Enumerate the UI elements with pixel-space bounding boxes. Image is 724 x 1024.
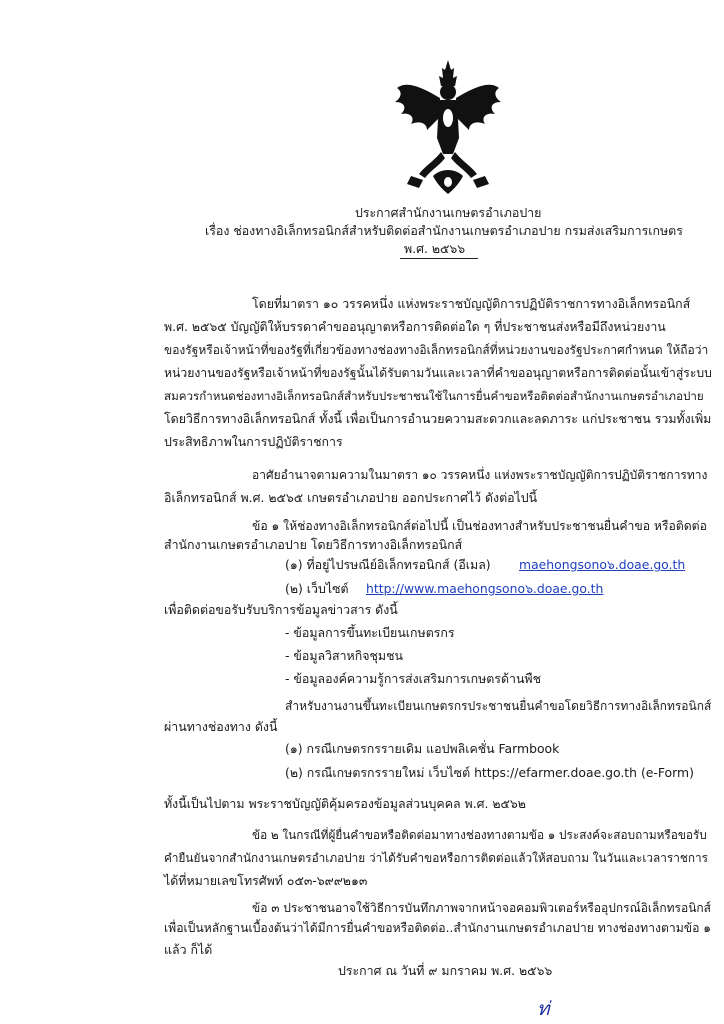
paragraph-line: อาศัยอำนาจตามความในมาตรา ๑๐ วรรคหนึ่ง แห่งพระราชบัญญัติการปฏิบัติราชการทาง: [252, 468, 708, 482]
paragraph-line: แล้ว ก็ได้: [164, 942, 213, 957]
paragraph-line: โดยที่มาตรา ๑๐ วรรคหนึ่ง แห่งพระราชบัญญัติการปฏิบัติราชการทางอิเล็กทรอนิกส์: [252, 296, 691, 311]
paragraph-line: เพื่อเป็นหลักฐานเบื้องต้นว่าได้มีการยื่นคำขอหรือติดต่อ..สำนักงานเกษตรอำเภอปาย ทางช่องทางตามข้อ ๑: [164, 921, 712, 935]
paragraph-line: สำหรับงานงานขึ้นทะเบียนเกษตรกรประชาชนยื่นคำขอโดยวิธีการทางอิเล็กทรอนิกส์: [285, 699, 712, 713]
list-item: - ข้อมูลวิสาหกิจชุมชน: [285, 648, 403, 663]
email-link[interactable]: maehongsono๖.doae.go.th: [519, 557, 686, 572]
announcement-year: พ.ศ. ๒๕๖๖: [404, 241, 466, 256]
announcement-subject: เรื่อง ช่องทางอิเล็กทรอนิกส์สำหรับติดต่อสำนักงานเกษตรอำเภอปาย กรมส่งเสริมการเกษตร: [205, 223, 683, 238]
announcement-title: ประกาศสำนักงานเกษตรอำเภอปาย: [355, 205, 542, 220]
email-label: (๑) ที่อยู่ไปรษณีย์อิเล็กทรอนิกส์ (อีเมล): [285, 557, 491, 572]
list-item: - ข้อมูลการขึ้นทะเบียนเกษตรกร: [285, 625, 455, 640]
website-link[interactable]: http://www.maehongsono๖.doae.go.th: [366, 581, 604, 596]
paragraph-line: ผ่านทางช่องทาง ดังนี้: [164, 719, 278, 734]
paragraph-line: โดยวิธีการทางอิเล็กทรอนิกส์ ทั้งนี้ เพื่อเป็นการอำนวยความสะดวกและลดภาระ แก่ประชาชน รวมทั้งเพิ่ม: [164, 411, 712, 426]
paragraph-line: ข้อ ๑ ให้ช่องทางอิเล็กทรอนิกส์ต่อไปนี้ เป็นช่องทางสำหรับประชาชนยื่นคำขอ หรือติดต่อ: [252, 519, 707, 533]
paragraph-line: คำยืนยันจากสำนักงานเกษตรอำเภอปาย ว่าได้รับคำขอหรือการติดต่อแล้วให้สอบถาม ในวันและเวลาราชการ: [164, 851, 708, 865]
title-divider: [400, 258, 478, 259]
pdpa-line: ทั้งนี้เป็นไปตาม พระราชบัญญัติคุ้มครองข้อมูลส่วนบุคคล พ.ศ. ๒๕๖๒: [164, 796, 526, 811]
paragraph-line: ของรัฐหรือเจ้าหน้าที่ของรัฐที่เกี่ยวข้องทางช่องทางอิเล็กทรอนิกส์ที่หน่วยงานของรัฐประกาศกำหนด ให้ถือว่า: [164, 343, 709, 357]
paragraph-line: หน่วยงานของรัฐหรือเจ้าหน้าที่ของรัฐนั้นได้รับตามวันและเวลาที่คำขออนุญาตหรือการติดต่อนั้นเข้าสู่ระบบ: [164, 366, 712, 380]
paragraph-line: ได้ที่หมายเลขโทรศัพท์ ๐๕๓-๖๙๙๒๑๓: [164, 873, 368, 888]
list-item: - ข้อมูลองค์ความรู้การส่งเสริมการเกษตรด้านพืช: [285, 671, 542, 686]
paragraph-line: สมควรกำหนดช่องทางอิเล็กทรอนิกส์สำหรับประชาชนใช้ในการยื่นคำขอหรือติดต่อสำนักงานเกษตรอำเภอปาย: [164, 389, 704, 403]
garuda-emblem-icon: [393, 58, 503, 196]
handwritten-initials: ท่: [537, 998, 550, 1020]
paragraph-line: พ.ศ. ๒๕๖๕ บัญญัติให้บรรดาคำขออนุญาตหรือการติดต่อใด ๆ ที่ประชาชนส่งหรือมีถึงหน่วยงาน: [164, 319, 666, 334]
paragraph-line: ประสิทธิภาพในการปฏิบัติราชการ: [164, 434, 343, 449]
list-item: (๑) กรณีเกษตรกรรายเดิม แอปพลิเคชั่น Farmbook: [285, 741, 560, 756]
paragraph-line: สำนักงานเกษตรอำเภอปาย โดยวิธีการทางอิเล็กทรอนิกส์: [164, 537, 463, 552]
website-label: (๒) เว็บไซต์: [285, 581, 349, 596]
contact-intro: เพื่อติดต่อขอรับรับบริการข้อมูลข่าวสาร ดังนี้: [164, 602, 398, 617]
list-item: (๒) กรณีเกษตรกรรายใหม่ เว็บไซต์ https://efarmer.doae.go.th (e-Form): [285, 765, 694, 780]
paragraph-line: ข้อ ๓ ประชาชนอาจใช้วิธีการบันทึกภาพจากหน้าจอคอมพิวเตอร์หรืออุปกรณ์อิเล็กทรอนิกส์: [252, 901, 712, 915]
paragraph-line: ข้อ ๒ ในกรณีที่ผู้ยื่นคำขอหรือติดต่อมาทางช่องทางตามข้อ ๑ ประสงค์จะสอบถามหรือขอรับ: [252, 828, 707, 842]
paragraph-line: อิเล็กทรอนิกส์ พ.ศ. ๒๕๖๕ เกษตรอำเภอปาย ออกประกาศไว้ ดังต่อไปนี้: [164, 490, 538, 505]
announcement-date: ประกาศ ณ วันที่ ๙ มกราคม พ.ศ. ๒๕๖๖: [338, 963, 553, 978]
